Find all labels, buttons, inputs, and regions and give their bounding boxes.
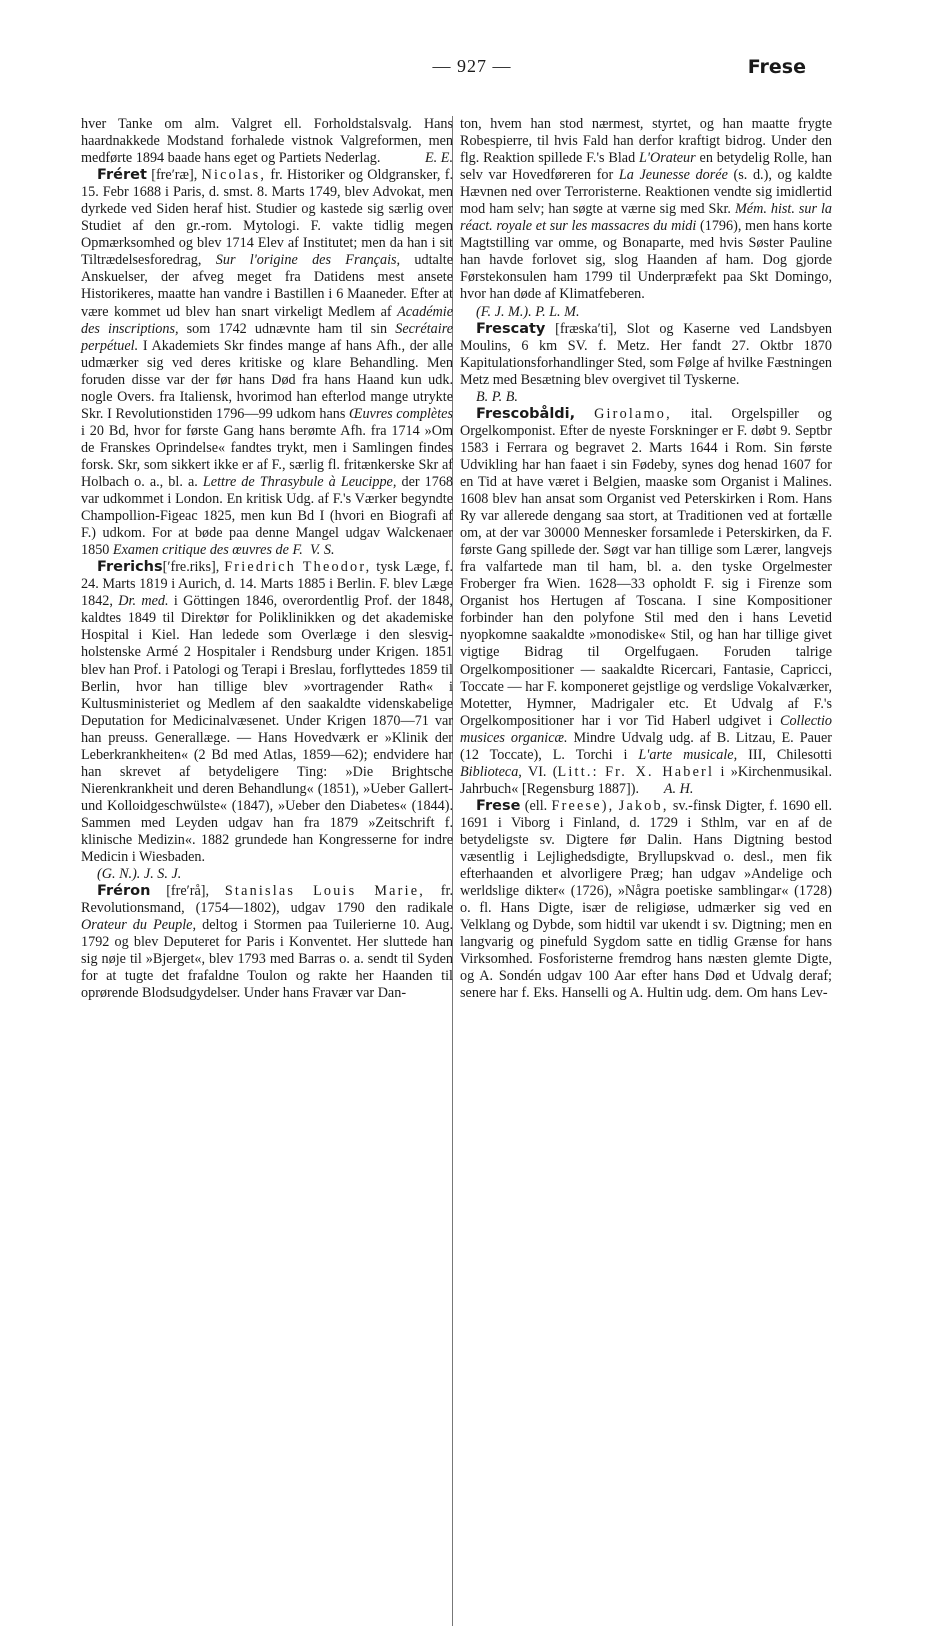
signature: V. S. [309,542,335,559]
entry-freron-continued: ton, hvem han stod nærmest, styrtet, og han maatte frygte Robespierre, til hvis Fald han derfor kraftigt bidrog. Under den flg. Reaktion spillede F.'s Blad L'Orateur en betydelig Rolle, han selv var Hovedføreren for La Jeunesse dorée (s. d.), og kaldte Hævnen ned over Terroristerne. Reaktionen vendte sig imidlertid mod ham selv; han søgte at værne sig med Skr. Mém. hist. sur la réact. royale et sur les massacres du midi (1796), men hans korte Magtstilling var omme, og Bonaparte, med hvis Søster Pauline han havde forlovet sig, slog Haanden af ham. Dog gjorde Førstekonsulen ham 1799 til Underpræfekt paa Skt Domingo, hvor han døde af Klimatfeberen. [460,116,833,303]
entry-freret: Fréret [fre′ræ], Nicolas, fr. Historiker og Oldgransker, f. 15. Febr 1688 i Paris, d. smst. 8. Marts 1749, blev Advokat, men dyrkede ved Siden heraf hist. Studier og kastede sig særlig over Studiet af den gr.-rom. Mytologi. F. vakte tidlig megen Opmærksomhed og blev 1714 Elev af Institutet; men da han i sit Tiltrædelsesforedrag, Sur l'origine des Français, udtalte Anskuelser, der afveg meget fra Datidens mest ansete Historikeres, maatte han vandre i Bastillen i 6 Maaneder. Efter at være kommet ud blev han snart virkeligt Medlem af Académie des inscriptions, som 1742 udnævnte ham til sin Secrétaire perpétuel. I Akademiets Skr findes mange af hans Afh., der alle udmærker sig ved deres kritiske og klare Behandling. Men foruden disse var der før hans Død fra hans Haand kun udk. nogle Overs. fra Italiensk, hvorimod han efterlod mange utrykte Skr. I Revolutionstiden 1796—99 udkom hans Œuvres complètes i 20 Bd, hvor for første Gang hans berømte Afh. fra 1714 »Om de Franskes Oprindelse« fandtes trykt, men i Samlingen findes forsk. Skr, som sikkert ikke er af F., særlig fl. fritænkerske Skr af Holbach o. a., bl. a. Lettre de Thrasybule à Leucippe, der 1768 var udkommet i London. En kritisk Udg. af F.'s Værker begyndte Champollion-Figeac 1825, men kun Bd I (hvori en Biografi af F.) udkom. For at bøde paa denne Mangel udgav Walckenaer 1850 Examen critique des œuvres de F. V. S. [81,167,454,559]
running-head: Frese [747,56,806,78]
right-column [460,116,832,1002]
signature: B. P. B. [476,388,518,405]
given-name: Jakob, [618,797,669,814]
page-number: — 927 — [432,56,512,76]
left-column [81,116,453,1002]
entry-frerichs: Frerichs[′fre.riks], Friedrich Theodor, tysk Læge, f. 24. Marts 1819 i Aurich, d. 14. Marts 1885 i Berlin. F. blev Læge 1842, Dr. med. i Göttingen 1846, overordentlig Prof. der 1848, kaldtes 1849 til Direktør for Poliklinikken og det akademiske Hospital i Kiel. Han ledede som Overlæge i den slesvig-holstenske Armé 2 Hospitaler i Rendsburg under Krigen. 1851 blev han Prof. i Patologi og Terapi i Breslau, forflyttedes 1859 til Berlin, hvor han tillige blev »vortragender Rath« i Kultusministeriet og Medlem af den saakaldte videnskabelige Deputation for Medicinalvæsenet. Under Krigen 1870—71 var han preuss. Generallæge. — Hans Hovedværk er »Klinik der Leberkrankheiten« (2 Bd med Atlas, 1859—62); endvidere har han skrevet af betydeligere Ting: »Die Brightsche Nierenkrankheit und deren Behandlung« (1851), »Ueber Gallert- und Kolloidgeschwülste« (1847), »Ueber den Diabetes« (1844). Sammen med Leyden udgav han fra 1879 »Zeitschrift f. klinische Medizin«. 1882 grundede han Kongresserne for indre Medicin i Wiesbaden. [81,559,453,866]
signature: (F. J. M.). P. L. M. [476,303,580,320]
headword: Frese [476,797,521,814]
given-name: Nicolas, [201,167,267,184]
given-name: Stanislas Louis Marie, [224,883,425,900]
given-name: Girolamo, [594,405,672,422]
entry-frese: Frese (ell. Freese), Jakob, sv.-finsk Digter, f. 1690 ell. 1691 i Viborg i Finland, d. 1729 i Sthlm, var en af de betydeligste sv. Digtere før Dalin. Hans Digtning bestod væsentlig i Lejlighedsdigte, Bryllupskvad o. desl., men fik efterhaanden et alvorligere Præg; han udgav »Andelige och werldslige dikter« (1726), »Några poetiske samblingar« (1728) o. fl. Hans Digte, især de religiøse, udmærker sig ved en Velklang og Dybde, som hidtil var ukendt i sv. Digtning; men en langvarig og pinefuld Sygdom satte en tidlig Grænse for hans Virksomhed. Fosforisterne fremdrog hans næsten glemte Digte, og A. Sondén udgav 100 Aar efter hans Død et Udvalg deraf; senere har f. Eks. Hanselli og A. Hultin udg. dem. Om hans Lev- [460,797,833,1002]
entry-frescobaldi: Frescobåldi, Girolamo, ital. Orgelspiller og Orgelkomponist. Efter de nyeste Forskninger er F. døbt 9. Septbr 1583 i Ferrara og begravet 2. Marts 1644 i Rom. Sin første Udvikling har han faaet i sin Fødeby, synes dog henad 1607 for en Tid at have været i Belgien, maaske som Organist i Malines. 1608 blev han ansat som Organist ved Peterskirken i Rom. Hans Ry var allerede dengang saa stort, at Traditionen ved at fortælle om, at der var 30000 Mennesker forsamlede i Peterskirken, da F. første Gang spillede der. Søgt var han tillige som Lærer, langvejs fra valfartede man til ham, bl. a. den tyske Orgelmester Froberger fra Wien. 1628—33 opholdt F. sig i Firenze som Organist hos Hertugen af Toscana. I sine Kompositioner forbinder han den polyfone Stil med den i hans Levetid nyopkomne saakaldte »monodiske« Stil, og han har tillige givet vigtige Bidrag til Orgelfugaen. Foruden talrige Orgelkompositioner — saakaldte Ricercari, Fantasie, Capricci, Toccate — har F. komponeret gejstlige og verdslige Vokalværker, Motetter, Hymner, Madrigaler etc. Et Udvalg af F.'s Orgelkompositioner har i vor Tid Haberl udgivet i Collectio musices organicæ. Mindre Udvalg udg. af B. Litzau, E. Pauer (12 Toccate), L. Torchi i L'arte musicale, III, Chilesotti Biblioteca, VI. (Litt.: Fr. X. Haberl i »Kirchenmusikal. Jahrbuch« [Regensburg 1887]). A. H. [460,405,833,797]
signature: (G. N.). J. S. J. [97,866,182,883]
entry-freron: Fréron [fre′rå], Stanislas Louis Marie, fr. Revolutionsmand, (1754—1802), udgav 1790 den radikale Orateur du Peuple, deltog i Stormen paa Tuilerierne 10. Aug. 1792 og blev Deputeret for Paris i Konventet. Her sluttede han sig nøje til »Bjerget«, blev 1793 med Barras o. a. sendt til Syden for at tugte det frafaldne Toulon og rakte her Haanden til oprørende Blodsudgydelser. Under hans Fravær var Dan- [81,883,453,1002]
headword: Fréron [97,883,151,900]
given-name: Friedrich Theodor, [224,559,372,576]
entry-frescaty: Frescaty [fræska′ti], Slot og Kaserne ved Landsbyen Moulins, 6 km SV. f. Metz. Her fandt 27. Oktbr 1870 Kapitulationsforhandlinger Sted, som Følge af hvilke Fæstningen Metz med Besætning blev overgivet til Tyskerne. [460,320,833,388]
signature: A. H. [663,780,694,797]
headword: Frescaty [476,320,546,337]
headword: Frerichs [97,559,163,576]
entry-continuation: hver Tanke om alm. Valgret ell. Forholdstalsvalg. Hans haardnakkede Modstand forhalede vistnok Valgreformen, men medførte 1894 baade hans eget og Partiets Nederlag. E. E. [81,116,453,167]
headword: Fréret [97,167,147,184]
headword: Frescobåldi, [476,405,576,422]
